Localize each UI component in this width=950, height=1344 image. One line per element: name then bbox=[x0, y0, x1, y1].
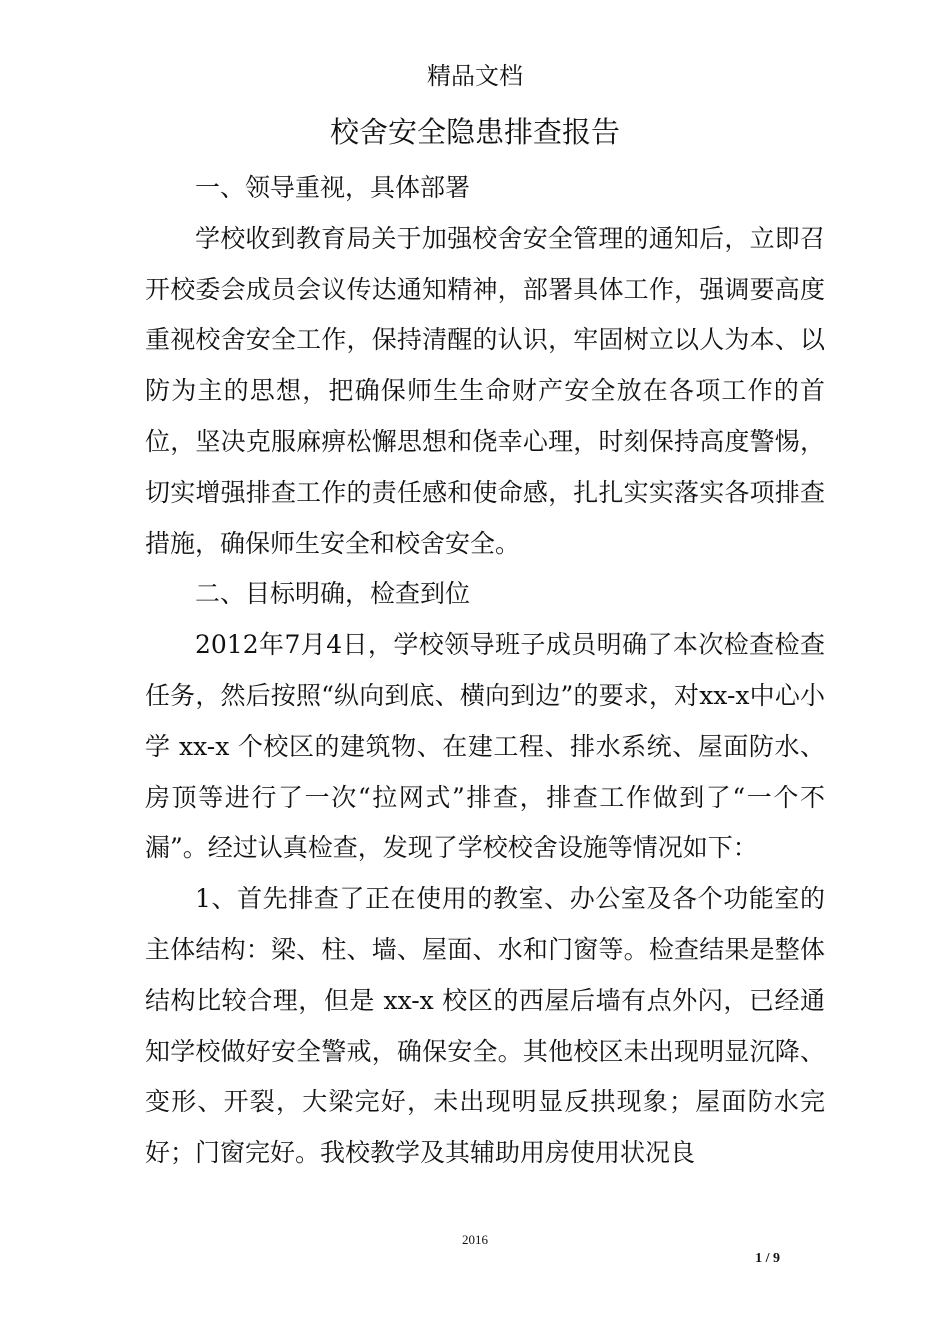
footer-year: 2016 bbox=[462, 1232, 488, 1247]
paragraph-1: 学校收到教育局关于加强校舍安全管理的通知后，立即召开校委会成员会议传达通知精神，部署具体工作，强调要高度重视校舍安全工作，保持清醒的认识，牢固树立以人为本、以防为主的思想，把确保师生生命财产安全放在各项工作的首位，坚决克服麻痹松懈思想和侥幸心理，时刻保持高度警惕，切实增强排查工作的责任感和使命感，扎扎实实落实各项排查措施，确保师生安全和校舍安全。 bbox=[145, 223, 825, 558]
section-heading-1: 一、领导重视，具体部署 bbox=[195, 173, 471, 202]
page-number: 1 / 9 bbox=[755, 1251, 780, 1266]
document-title: 校舍安全隐患排查报告 bbox=[329, 115, 620, 149]
section-heading-2: 二、目标明确，检查到位 bbox=[195, 579, 471, 609]
paragraph-2: 2012年7月4日，学校领导班子成员明确了本次检查检查任务，然后按照“纵向到底、横向到边”的要求，对xx-x中心小学 xx-x 个校区的建筑物、在建工程、排水系统、屋面防水、房顶等进行了一次“拉网式”排查，排查工作做到了“一个不漏”。经过认真检查，发现了学校校舍设施等情况如下： bbox=[145, 630, 825, 863]
document-body bbox=[145, 163, 825, 1179]
paragraph-3: 1、首先排查了正在使用的教室、办公室及各个功能室的主体结构：梁、柱、墙、屋面、水和门窗等。检查结果是整体结构比较合理，但是 xx-x 校区的西屋后墙有点外闪，已经通知学校做好安全警戒，确保安全。其他校区未出现明显沉降、变形、开裂，大梁完好，未出现明显反拱现象；屋面防水完好；门窗完好。我校教学及其辅助用房使用状况良 bbox=[145, 884, 825, 1168]
document-header: 精品文档 bbox=[427, 62, 523, 90]
